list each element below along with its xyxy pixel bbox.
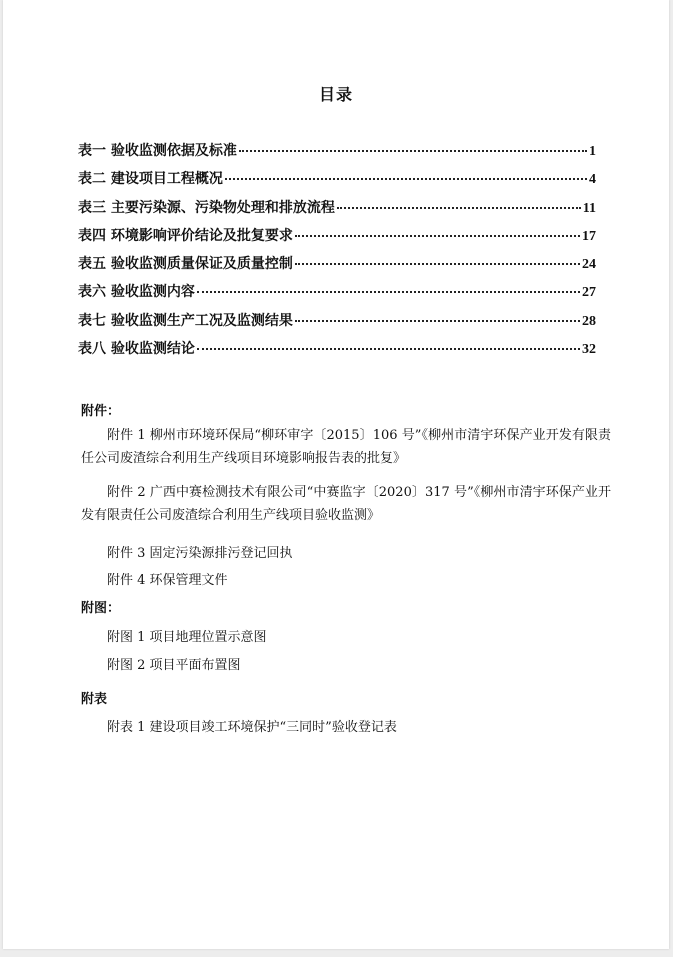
toc-entry[interactable] [78,197,596,225]
toc-entry-page: 32 [582,342,596,358]
figure-item: 附图 1 项目地理位置示意图 [107,630,267,645]
attachments-heading: 附件： [81,404,121,419]
toc-entry-page: 24 [582,257,596,273]
toc-entry[interactable] [78,225,596,253]
toc-entry[interactable] [78,281,596,309]
toc-entry-page: 27 [582,285,596,301]
toc-entry[interactable] [78,168,596,196]
toc-entry-page: 17 [582,228,596,244]
toc-entry-label: 表四 环境影响评价结论及批复要求 [78,227,293,244]
table-item: 附表 1 建设项目竣工环境保护“三同时”验收登记表 [107,720,397,735]
toc-entry-label: 表五 验收监测质量保证及质量控制 [78,256,293,273]
toc-entry-page: 1 [589,144,596,159]
toc-entry-label: 表一 验收监测依据及标准 [78,143,237,159]
toc-leader-dots [295,320,580,322]
document-page [3,0,669,949]
toc-entry-label: 表六 验收监测内容 [78,284,195,301]
table-of-contents [78,140,596,366]
toc-entry-label: 表三 主要污染源、污染物处理和排放流程 [78,199,335,216]
toc-entry-page: 28 [582,313,596,329]
toc-entry-label: 表二 建设项目工程概况 [78,171,223,188]
toc-entry[interactable] [78,140,596,168]
toc-entry-page: 4 [589,172,596,188]
toc-leader-dots [197,348,580,350]
figures-heading: 附图： [81,601,121,616]
attachment-item: 附件 1 柳州市环境环保局“柳环审字〔2015〕106 号”《柳州市清宇环保产业开发有限责任公司废渣综合利用生产线项目环境影响报告表的批复》 [81,428,611,466]
toc-leader-dots [197,291,580,293]
toc-entry-page: 11 [582,200,596,216]
attachment-item: 附件 3 固定污染源排污登记回执 [107,546,293,561]
toc-entry[interactable] [78,253,596,281]
toc-leader-dots [225,178,587,180]
figure-item: 附图 2 项目平面布置图 [107,658,241,673]
toc-leader-dots [337,207,581,209]
attachment-item: 附件 2 广西中赛检测技术有限公司“中赛监字〔2020〕317 号”《柳州市清宇环保产业开发有限责任公司废渣综合利用生产线项目验收监测》 [81,485,611,523]
toc-entry[interactable] [78,338,596,366]
tables-heading: 附表 [81,692,108,707]
toc-leader-dots [295,235,580,237]
toc-leader-dots [295,263,580,265]
page-title: 目录 [318,85,353,104]
toc-entry-label: 表八 验收监测结论 [78,341,195,358]
toc-entry[interactable] [78,310,596,338]
toc-leader-dots [239,150,587,152]
toc-entry-label: 表七 验收监测生产工况及监测结果 [78,312,293,329]
attachment-item: 附件 4 环保管理文件 [107,573,228,588]
